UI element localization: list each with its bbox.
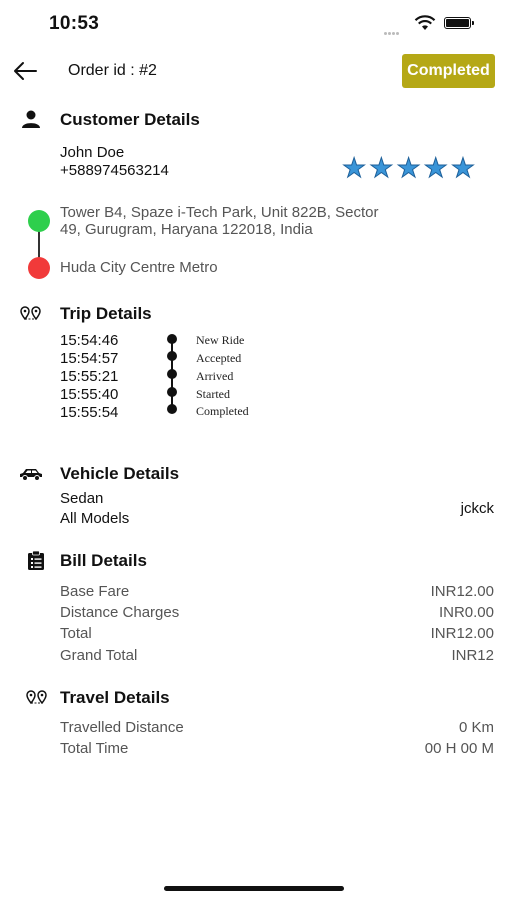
trip-event-time: 15:55:21 (60, 368, 119, 385)
vehicle-details-heading: Vehicle Details (60, 464, 180, 483)
trip-event-label: Accepted (196, 351, 242, 365)
star-icon: ★ (396, 153, 421, 183)
bill-details-heading: Bill Details (60, 551, 147, 570)
star-icon: ★ (450, 153, 476, 183)
car-icon (18, 467, 44, 481)
route-pins-icon (20, 306, 42, 320)
home-indicator[interactable] (164, 886, 344, 891)
travel-pins-icon (26, 690, 48, 704)
bill-clipboard-icon (27, 551, 45, 570)
bill-row-label: Distance Charges (60, 604, 180, 621)
travel-row-label: Travelled Distance (60, 719, 184, 736)
pickup-address-line-2: 49, Gurugram, Haryana 122018, India (60, 221, 313, 238)
bill-row-value: INR12.00 (430, 625, 494, 642)
vehicle-model: All Models (60, 510, 130, 527)
trip-event-label: Arrived (196, 369, 234, 383)
wifi-icon (414, 15, 436, 31)
status-badge: Completed (402, 54, 495, 88)
travel-details-heading: Travel Details (60, 688, 170, 707)
order-id-title: Order id : #2 (68, 62, 157, 79)
rating-stars (342, 155, 475, 182)
bill-row-label: Base Fare (60, 583, 130, 600)
trip-event-time: 15:55:40 (60, 386, 119, 403)
vehicle-number: jckck (460, 500, 494, 517)
battery-tip (472, 21, 474, 25)
drop-marker-icon (28, 257, 50, 279)
bill-row-label: Total (60, 625, 92, 642)
timeline-dot (167, 369, 177, 379)
timeline-dot (167, 404, 177, 414)
bill-row-value: INR12 (451, 647, 494, 664)
cellular-signal-icon (384, 22, 406, 28)
trip-event-time: 15:55:54 (60, 404, 119, 421)
trip-details-heading: Trip Details (60, 304, 152, 323)
travel-row-value: 00 H 00 M (424, 740, 494, 757)
trip-event-label: Started (196, 387, 230, 401)
timeline-dot (167, 334, 177, 344)
vehicle-type: Sedan (60, 490, 104, 507)
star-icon: ★ (342, 153, 367, 183)
star-icon: ★ (423, 153, 448, 183)
trip-event-time: 15:54:57 (60, 350, 119, 367)
status-time: 10:53 (49, 13, 100, 34)
bill-row-value: INR12.00 (430, 583, 494, 600)
pickup-address (60, 204, 378, 238)
bill-row-label: Grand Total (60, 647, 138, 664)
customer-details-heading: Customer Details (60, 110, 200, 129)
bill-row-value: INR0.00 (438, 604, 494, 621)
back-arrow-icon[interactable] (12, 58, 38, 84)
route-connector (38, 230, 40, 260)
travel-row-value: 0 Km (458, 719, 494, 736)
travel-row-label: Total Time (60, 740, 129, 757)
drop-address: Huda City Centre Metro (60, 259, 218, 276)
battery-icon (444, 17, 471, 29)
person-icon (21, 110, 41, 128)
pickup-marker-icon (28, 210, 50, 232)
trip-event-label: New Ride (196, 333, 245, 347)
star-icon: ★ (369, 153, 394, 183)
trip-event-label: Completed (196, 404, 249, 418)
timeline-dot (167, 351, 177, 361)
trip-event-time: 15:54:46 (60, 332, 119, 349)
timeline-dot (167, 387, 177, 397)
customer-phone[interactable]: +588974563214 (60, 162, 169, 179)
pickup-address-line-1: Tower B4, Spaze i-Tech Park, Unit 822B, Sector (60, 204, 379, 221)
customer-name: John Doe (60, 144, 125, 161)
